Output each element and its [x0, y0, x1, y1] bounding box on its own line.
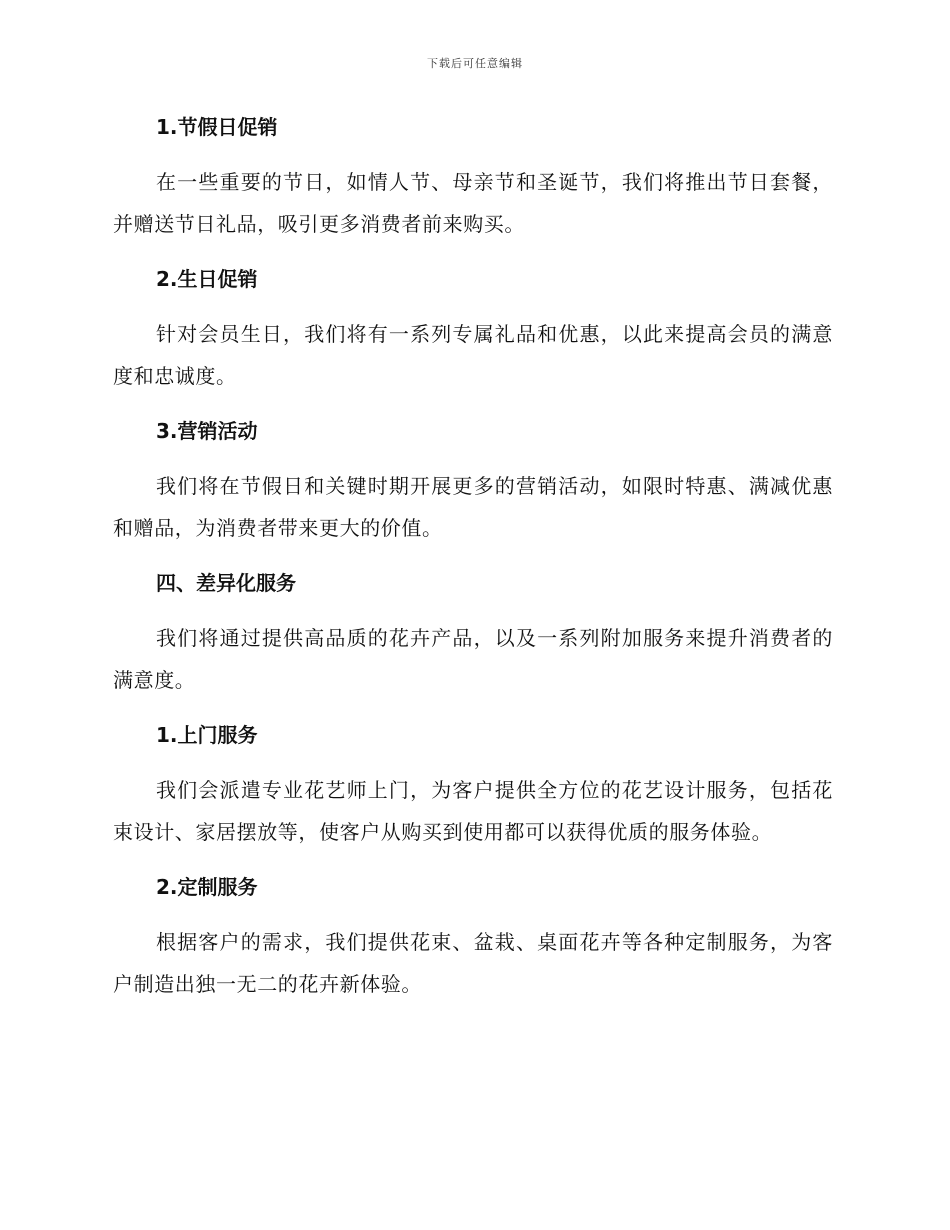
- section-heading-birthday-promo: 2.生日促销: [156, 267, 258, 291]
- paragraph-birthday-promo: 针对会员生日，我们将有一系列专属礼品和优惠，以此来提高会员的满意度和忠诚度。: [113, 322, 833, 388]
- section-heading-onsite-service: 1.上门服务: [156, 723, 258, 747]
- paragraph-marketing: 我们将在节假日和关键时期开展更多的营销活动，如限时特惠、满减优惠和赠品，为消费者带来更大的价值。: [113, 474, 833, 540]
- paragraph-onsite-service: 我们会派遣专业花艺师上门，为客户提供全方位的花艺设计服务，包括花束设计、家居摆放等，使客户从购买到使用都可以获得优质的服务体验。: [113, 778, 833, 844]
- section-heading-differentiated-service: 四、差异化服务: [156, 571, 296, 595]
- header-note: 下载后可任意编辑: [427, 57, 523, 70]
- section-heading-marketing: 3.营销活动: [156, 419, 258, 443]
- section-heading-holiday-promo: 1.节假日促销: [156, 115, 278, 139]
- paragraph-holiday-promo: 在一些重要的节日，如情人节、母亲节和圣诞节，我们将推出节日套餐，并赠送节日礼品，吸引更多消费者前来购买。: [113, 170, 833, 236]
- section-heading-custom-service: 2.定制服务: [156, 875, 258, 899]
- paragraph-differentiated-service: 我们将通过提供高品质的花卉产品，以及一系列附加服务来提升消费者的满意度。: [113, 626, 833, 692]
- paragraph-custom-service: 根据客户的需求，我们提供花束、盆栽、桌面花卉等各种定制服务，为客户制造出独一无二的花卉新体验。: [113, 930, 833, 996]
- document-body: [113, 111, 833, 1023]
